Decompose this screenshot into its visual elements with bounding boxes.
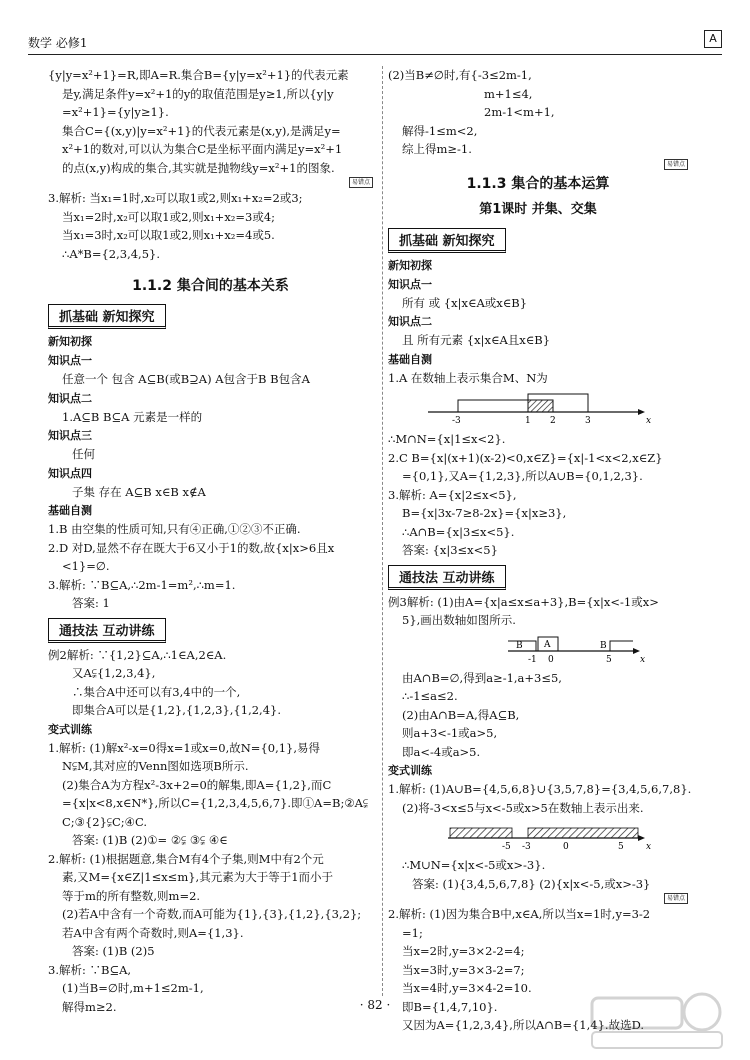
subsection-heading: 新知初探 (48, 335, 92, 348)
subsection-heading: 新知初探 (388, 258, 432, 272)
tick-label: 0 (548, 654, 554, 663)
text-line: 等于m的所有整数,则m=2. (62, 888, 201, 903)
axis-var-label: x (646, 416, 652, 424)
tick-label: -3 (522, 842, 531, 850)
text-line: (2)若A中含有一个奇数,而A可能为{1},{3},{1,2},{3,2}; (62, 907, 362, 921)
set-label: A (544, 639, 551, 650)
page-header-subject: 数学 必修1 (28, 36, 88, 50)
text-line: 所有 或 {x|x∈A或x∈B} (402, 295, 528, 310)
text-line: 2.C B={x|(x+1)(x-2)<0,x∈Z}={x|-1<x<2,x∈Z} (388, 450, 663, 465)
set-b-right-bracket (610, 641, 633, 651)
number-line-mn (388, 390, 678, 424)
knowledge-point-label: 知识点四 (48, 466, 92, 480)
text-line: 例2解析: ∵{1,2}⊆A,∴1∈A,2∈A. (48, 647, 227, 662)
knowledge-point-label: 知识点三 (48, 429, 92, 442)
section-banner: 通技法 互动讲练 (388, 565, 506, 590)
text-line: 则a+3<-1或a>5, (402, 726, 498, 740)
text-line: 例3解析: (1)由A={x|a≤x≤a+3},B={x|x<-1或x> (388, 594, 659, 609)
text-line: 1.解析: (1)解x²-x=0得x=1或x=0,故N={0,1},易得 (48, 740, 321, 755)
axis-var-label: x (640, 654, 646, 663)
text-line: 3.解析: ∵B⊆A,∴2m-1=m²,∴m=1. (48, 577, 236, 592)
axis-arrow (638, 409, 645, 415)
text-line: =x²+1}={y|y≥1}. (62, 105, 169, 119)
axis-arrow (633, 648, 640, 654)
number-line-ab (388, 633, 678, 663)
text-line: 任意一个 包含 A⊆B(或B⊇A) A包含于B B包含A (62, 372, 310, 386)
text-line: 当x=3时,y=3×3-2=7; (402, 962, 525, 977)
watermark-logo (582, 990, 732, 1052)
subsection-heading: 基础自测 (48, 504, 92, 517)
text-line: (1)当B=∅时,m+1≤2m-1, (62, 981, 204, 995)
text-line: ={x|x<8,x∈N*},所以C={1,2,3,4,5,6,7}.即①A=B;②A⫋ (62, 796, 369, 810)
tick-label: 1 (525, 416, 531, 424)
subsection-heading: 变式训练 (388, 764, 432, 777)
text-line: ∴A*B={2,3,4,5}. (62, 246, 160, 261)
text-line: 当x=2时,y=3×2-2=4; (402, 944, 525, 958)
text-line: 即a<-4或a>5. (402, 744, 481, 759)
text-line: (2)由A∩B=A,得A⊆B, (402, 707, 520, 722)
answer-line: 答案: (1){3,4,5,6,7,8} (2){x|x<-5,或x>-3} (412, 876, 651, 891)
text-line: ∴M∪N={x|x<-5或x>-3}. (402, 858, 546, 872)
knowledge-point-label: 知识点二 (48, 391, 92, 405)
text-line: N⫋M,其对应的Venn图如选项B所示. (62, 759, 249, 773)
lesson-title: 第1课时 并集、交集 (479, 201, 597, 217)
text-line: 2.解析: (1)因为集合B中,x∈A,所以当x=1时,y=3-2 (388, 907, 651, 921)
tick-label: -3 (452, 416, 461, 424)
intersection-region (528, 400, 553, 412)
page-number: · 82 · (359, 998, 391, 1012)
text-line: B={x|3x-7≥8-2x}={x|x≥3}, (402, 506, 567, 520)
left-column (48, 66, 373, 1016)
knowledge-point-label: 知识点一 (48, 354, 92, 367)
text-line: 综上得m≥-1. (402, 142, 472, 156)
answer-line: 答案: (1)B (2)①= ②⫋ ③⫋ ④∈ (72, 833, 228, 847)
tick-label: -1 (528, 654, 537, 663)
text-line: ∴M∩N={x|1≤x<2}. (388, 432, 506, 446)
knowledge-point-label: 知识点二 (388, 315, 432, 328)
text-line: x²+1的数对,可以认为集合C是坐标平面内满足y=x²+1 (62, 142, 343, 156)
text-line: 2m-1<m+1, (484, 105, 555, 119)
text-line: 又A⫋{1,2,3,4}, (72, 666, 156, 680)
column-divider (382, 66, 383, 996)
answer-line: 答案: {x|3≤x<5} (402, 543, 498, 557)
text-line: 即集合A可以是{1,2},{1,2,3},{1,2,4}. (72, 703, 281, 717)
text-line: 是y,满足条件y=x²+1的y的取值范围是y≥1,所以{y|y (62, 86, 334, 101)
text-line: C;③{2}⫋C;④C. (62, 814, 148, 829)
tick-label: 2 (550, 416, 556, 424)
text-line: (2)当B≠∅时,有{-3≤2m-1, (388, 68, 532, 82)
text-line: ={0,1},又A={1,2,3},所以A∪B={0,1,2,3}. (402, 469, 643, 483)
text-line: 1.解析: (1)A∪B={4,5,6,8}∪{3,5,7,8}={3,4,5,6,7,8}. (388, 782, 692, 796)
text-line: ∴-1≤a≤2. (402, 689, 458, 703)
text-line: ∴集合A中还可以有3,4中的一个, (72, 684, 241, 699)
region-left (450, 828, 512, 838)
tick-label: -5 (502, 842, 511, 850)
text-line: 集合C={(x,y)|y=x²+1}的代表元素是(x,y),是满足y= (62, 123, 341, 138)
text-line: 若A中含有两个奇数时,则A={1,3}. (62, 925, 244, 940)
number-line-mn-union (388, 820, 678, 850)
text-line: (2)将-3<x≤5与x<-5或x>5在数轴上表示出来. (402, 800, 644, 815)
text-line: 1.A 在数轴上表示集合M、N为 (388, 370, 548, 385)
text-line: 1.A⊆B B⊆A 元素是一样的 (62, 409, 203, 424)
answer-line: 答案: 1 (72, 596, 110, 610)
text-line: 当x₁=3时,x₂可以取1或2,则x₁+x₂=4或5. (62, 228, 275, 242)
tick-label: 3 (585, 416, 591, 424)
knowledge-point-label: 知识点一 (388, 277, 432, 291)
text-line: 3.解析: ∵B⊆A, (48, 962, 132, 977)
set-label: B (600, 640, 607, 651)
text-line: 2.解析: (1)根据题意,集合M有4个子集,则M中有2个元 (48, 851, 324, 866)
subsection-heading: 变式训练 (48, 722, 92, 736)
axis-var-label: x (646, 842, 652, 850)
text-line: 即B={1,4,7,10}. (402, 999, 498, 1014)
set-label: B (516, 640, 523, 651)
text-line: =1; (402, 925, 423, 940)
section-banner: 通技法 互动讲练 (48, 618, 166, 643)
text-line: 3.解析: 当x₁=1时,x₂可以取1或2,则x₁+x₂=2或3; (48, 191, 303, 205)
right-column (388, 66, 692, 1035)
text-line: 2.D 对D,显然不存在既大于6又小于1的数,故{x|x>6且x (48, 540, 335, 555)
text-line: 解得-1≤m<2, (402, 123, 478, 138)
text-line: 当x=4时,y=3×4-2=10. (402, 981, 532, 995)
text-line: 又因为A={1,2,3,4},所以A∩B={1,4}.故选D. (402, 1018, 645, 1032)
tick-label: 5 (618, 842, 624, 850)
text-line: 的点(x,y)构成的集合,其实就是抛物线y=x²+1的图象. (62, 160, 335, 175)
text-line: 由A∩B=∅,得到a≥-1,a+3≤5, (402, 670, 562, 685)
section-banner: 抓基础 新知探究 (388, 228, 506, 253)
text-line: m+1≤4, (484, 86, 533, 101)
axis-arrow (638, 835, 645, 841)
text-line: <1}=∅. (62, 559, 110, 573)
text-line: ∴A∩B={x|3≤x<5}. (402, 524, 515, 539)
subsection-heading: 基础自测 (388, 352, 432, 366)
note-stamp: 易错点 (664, 893, 688, 904)
tick-label: 5 (606, 654, 612, 663)
text-line: 1.B 由空集的性质可知,只有④正确,①②③不正确. (48, 522, 301, 536)
text-line: 素,又M={x∈Z|1≤x≤m},其元素为大于等于1而小于 (62, 870, 334, 884)
text-line: 解得m≥2. (62, 999, 117, 1014)
text-line: 任何 (72, 447, 95, 461)
section-title: 1.1.2 集合间的基本关系 (132, 278, 289, 294)
text-line: 且 所有元素 {x|x∈A且x∈B} (402, 333, 551, 347)
text-line: 子集 存在 A⊆B x∈B x∉A (72, 484, 206, 499)
header-rule (28, 54, 722, 55)
tick-label: 0 (563, 842, 569, 850)
note-stamp: 易错点 (349, 177, 373, 188)
section-title: 1.1.3 集合的基本运算 (466, 175, 610, 192)
answer-line: 答案: (1)B (2)5 (72, 944, 155, 958)
region-right (528, 828, 638, 838)
note-stamp: 易错点 (664, 159, 688, 170)
edition-mark: A (704, 30, 722, 48)
text-line: {y|y=x²+1}=R,即A=R.集合B={y|y=x²+1}的代表元素 (48, 68, 349, 82)
text-line: 3.解析: A={x|2≤x<5}, (388, 487, 517, 502)
text-line: 5},画出数轴如图所示. (402, 613, 516, 627)
text-line: (2)集合A为方程x²-3x+2=0的解集,即A={1,2},而C (62, 777, 332, 792)
text-line: 当x₁=2时,x₂可以取1或2,则x₁+x₂=3或4; (62, 209, 276, 224)
section-banner: 抓基础 新知探究 (48, 304, 166, 329)
